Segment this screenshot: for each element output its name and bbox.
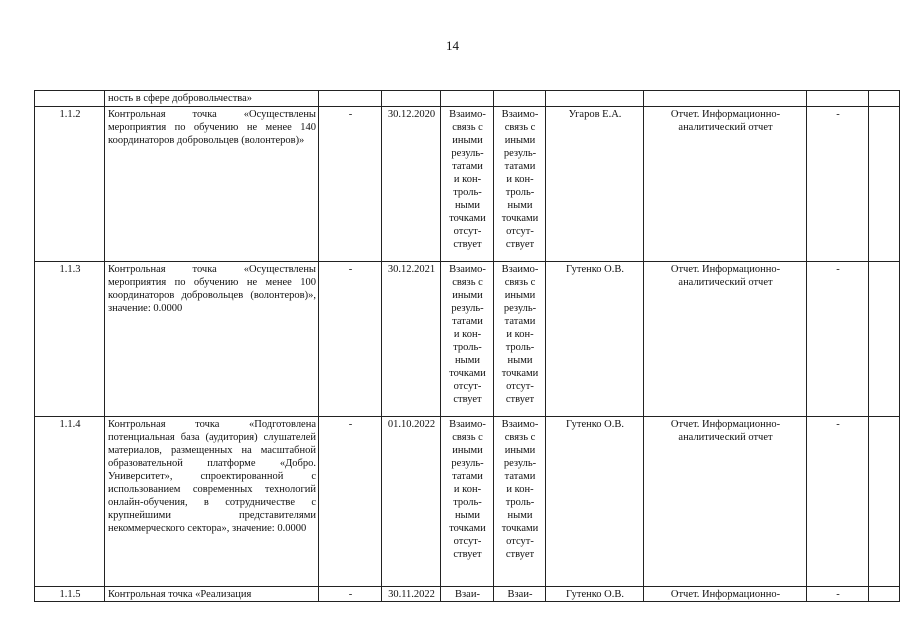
relation-cell [441,262,494,417]
relation-text-line: троль- [453,497,482,508]
empty-cell [869,417,900,587]
relation-text-line: ствует [453,549,482,560]
dash-cell [319,91,382,107]
relation-cell [441,417,494,587]
relation-text-line: резуль- [451,148,484,159]
relation-text-line: связь с [452,122,483,133]
relation-text-line: и кон- [506,329,534,340]
relation-cell [494,107,546,262]
description-cell: ность в сфере добровольчества» [105,91,319,107]
row-number-cell: 1.1.2 [35,107,105,262]
relation-text-line: троль- [505,187,535,198]
relation-text-line: отсут- [506,381,534,392]
dash-cell: - [319,262,382,417]
relation-text-line: Взаимо- [449,264,486,275]
relation-text-line: ными [507,355,533,366]
relation-text-line: резуль- [451,458,484,469]
relation-text-line: резуль- [451,303,484,314]
relation-text-line: ными [507,200,533,211]
relation-text-line: татами [452,161,483,172]
responsible-cell: Гутенко О.В. [546,262,644,417]
dash-cell: - [807,417,869,587]
page-number: 14 [446,38,459,53]
relation-text-line: Взаимо- [501,419,539,430]
relation-text-line: иными [452,290,483,301]
responsible-cell [546,91,644,107]
relation-text-line: иными [504,290,536,301]
relation-text-line: связь с [452,277,483,288]
responsible-cell: Гутенко О.В. [546,417,644,587]
relation-text-line: троль- [453,342,482,353]
relation-text-line: отсут- [453,226,482,237]
relation-text-line: татами [452,316,483,327]
relation-text-line: татами [504,471,536,482]
dash-cell: - [319,587,382,602]
relation-text-line: ными [507,510,533,521]
dash-cell: - [319,417,382,587]
relation-cell [441,587,494,602]
relation-text-line: Взаимо- [449,419,486,430]
document-type-cell: Отчет. Информационно-аналитический отчет [644,262,807,417]
relation-text-line: ствует [453,239,482,250]
relation-text-line: ными [455,200,480,211]
empty-cell [869,262,900,417]
description-cell: Контрольная точка «Реализация [105,587,319,602]
dash-cell: - [319,107,382,262]
date-cell: 01.10.2022 [382,417,441,587]
relation-text-line: иными [452,445,483,456]
relation-text-line: ными [455,355,480,366]
relation-text-line: отсут- [453,536,482,547]
relation-cell [494,262,546,417]
document-type-cell: Отчет. Информационно-аналитический отчет [644,107,807,262]
table-row [35,262,900,417]
relation-text-line: троль- [505,342,535,353]
document-type-cell: Отчет. Информационно-аналитический отчет [644,417,807,587]
relation-text-line: точками [449,213,486,224]
table-row [35,417,900,587]
relation-text-line: Взаимо- [501,264,539,275]
relation-text-line: точками [501,368,539,379]
relation-text-line: ствует [505,239,535,250]
empty-cell [869,587,900,602]
relation-text-line: точками [501,523,539,534]
relation-text-line: точками [449,368,486,379]
relation-text-line: резуль- [503,303,537,314]
document-type-cell [644,91,807,107]
relation-text-line: отсут- [506,226,534,237]
relation-text-line: татами [504,316,536,327]
relation-cell [494,417,546,587]
relation-text-line: связь с [504,122,536,133]
dash-cell: - [807,107,869,262]
relation-text-line: отсут- [506,536,534,547]
relation-text-line: ными [455,510,480,521]
relation-text-line: резуль- [503,148,537,159]
relation-cell [494,91,546,107]
document-type-cell: Отчет. Информационно- [644,587,807,602]
relation-text-line: Взаи- [455,589,480,600]
date-cell: 30.12.2020 [382,107,441,262]
relation-text-line: и кон- [453,174,482,185]
row-number-cell [35,91,105,107]
relation-cell [441,107,494,262]
relation-text-line: ствует [505,549,535,560]
relation-text-line: ствует [505,394,535,405]
relation-text-line: связь с [452,432,483,443]
responsible-cell: Угаров Е.А. [546,107,644,262]
relation-text-line: резуль- [503,458,537,469]
date-cell: 30.11.2022 [382,587,441,602]
relation-text-line: Взаи- [507,589,533,600]
relation-text-line: троль- [453,187,482,198]
relation-text-line: Взаимо- [449,109,486,120]
relation-text-line: и кон- [506,484,534,495]
date-cell [382,91,441,107]
row-number-cell: 1.1.5 [35,587,105,602]
responsible-cell: Гутенко О.В. [546,587,644,602]
relation-text-line: Взаимо- [501,109,539,120]
empty-cell [869,107,900,262]
table-row [35,107,900,262]
row-number-cell: 1.1.4 [35,417,105,587]
relation-text-line: точками [501,213,539,224]
relation-text-line: отсут- [453,381,482,392]
relation-text-line: и кон- [453,484,482,495]
relation-text-line: точками [449,523,486,534]
table-row [35,587,900,602]
dash-cell: - [807,587,869,602]
relation-text-line: троль- [505,497,535,508]
empty-cell [869,91,900,107]
dash-cell [807,91,869,107]
relation-text-line: татами [504,161,536,172]
relation-text-line: иными [504,135,536,146]
relation-text-line: татами [452,471,483,482]
control-points-table [34,90,900,602]
description-cell: Контрольная точка «Осуществлены мероприятия по обучению не менее 100 координаторов добровольцев (волонтеров)», значение: 0.0000 [105,262,319,417]
date-cell: 30.12.2021 [382,262,441,417]
relation-cell [494,587,546,602]
relation-text-line: иными [452,135,483,146]
dash-cell: - [807,262,869,417]
relation-cell [441,91,494,107]
relation-text-line: иными [504,445,536,456]
relation-text-line: связь с [504,277,536,288]
description-cell: Контрольная точка «Подготовлена потенциальная база (аудитория) слушателей материалов, размещенных на масштабной образовательной платформе «Добро. Университет», спроектированной с использованием современных технологий онлайн-обучения, в сотрудничестве с крупнейшими представителями некоммерческого сектора», значение: 0.0000 [105,417,319,587]
relation-text-line: ствует [453,394,482,405]
description-cell: Контрольная точка «Осуществлены мероприятия по обучению не менее 140 координаторов добровольцев (волонтеров)» [105,107,319,262]
row-number-cell: 1.1.3 [35,262,105,417]
relation-text-line: и кон- [453,329,482,340]
relation-text-line: и кон- [506,174,534,185]
table-row [35,91,900,107]
relation-text-line: связь с [504,432,536,443]
